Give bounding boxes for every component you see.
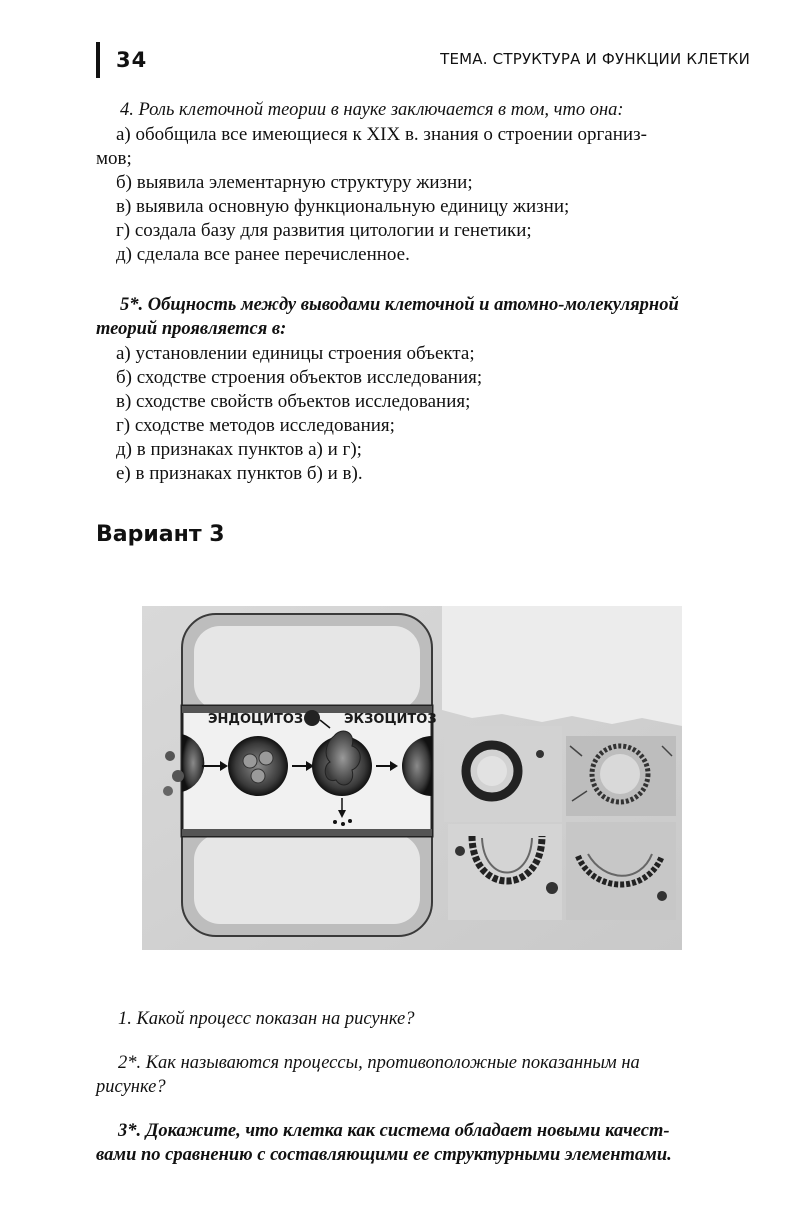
option-a: а) установлении единицы строения объекта; bbox=[116, 343, 475, 364]
question-5-title-line2: теорий проявляется в: bbox=[96, 319, 287, 339]
question-5-title-line1: 5*. Общность между выводами клеточной и атомно-молекулярной bbox=[120, 295, 679, 315]
option-d: г) создала базу для развития цитологии и генетики; bbox=[116, 220, 532, 241]
question-5 bbox=[96, 293, 750, 486]
option-c: в) выявила основную функциональную единицу жизни; bbox=[116, 196, 570, 217]
option-e: д) сделала все ранее перечисленное. bbox=[116, 244, 410, 265]
variant-question-2-line1: 2*. Как называются процессы, противоположные показанным на bbox=[118, 1053, 640, 1073]
variant-question-3-line1: 3*. Докажите, что клетка как система обладает новыми качест- bbox=[118, 1121, 670, 1141]
question-4-title: 4. Роль клеточной теории в науке заключается в том, что она: bbox=[120, 100, 624, 120]
option-c: в) сходстве свойств объектов исследования; bbox=[116, 391, 471, 412]
question-5-options bbox=[116, 342, 750, 486]
label-exocytosis: ЭКЗОЦИТОЗ bbox=[344, 712, 437, 727]
header-rule bbox=[96, 42, 100, 78]
option-a-continuation: мов; bbox=[96, 148, 132, 169]
variant-question-2 bbox=[96, 1051, 746, 1099]
variant-question-2-line2: рисунке? bbox=[96, 1077, 166, 1097]
variant-question-3-line2: вами по сравнению с составляющими ее структурными элементами. bbox=[96, 1145, 672, 1165]
option-b: б) сходстве строения объектов исследования; bbox=[116, 367, 483, 388]
figure-illustration bbox=[142, 606, 682, 950]
option-a: а) обобщила все имеющиеся к XIX в. знания о строении организ- bbox=[116, 124, 647, 145]
variant-question-3 bbox=[96, 1119, 746, 1167]
option-b: б) выявила элементарную структуру жизни; bbox=[116, 172, 473, 193]
option-f: е) в признаках пунктов б) и в). bbox=[116, 463, 363, 484]
option-d: г) сходстве методов исследования; bbox=[116, 415, 395, 436]
question-4 bbox=[96, 98, 750, 267]
figure-endocytosis bbox=[142, 606, 682, 950]
page-number: 34 bbox=[116, 48, 148, 72]
question-4-options bbox=[96, 123, 750, 267]
variant-question-1: 1. Какой процесс показан на рисунке? bbox=[118, 1009, 415, 1029]
vesicle bbox=[228, 736, 288, 796]
label-endocytosis: ЭНДОЦИТОЗ bbox=[208, 712, 304, 727]
variant-heading: Вариант 3 bbox=[96, 522, 225, 547]
running-title: ТЕМА. СТРУКТУРА И ФУНКЦИИ КЛЕТКИ bbox=[440, 50, 750, 68]
option-e: д) в признаках пунктов а) и г); bbox=[116, 439, 362, 460]
